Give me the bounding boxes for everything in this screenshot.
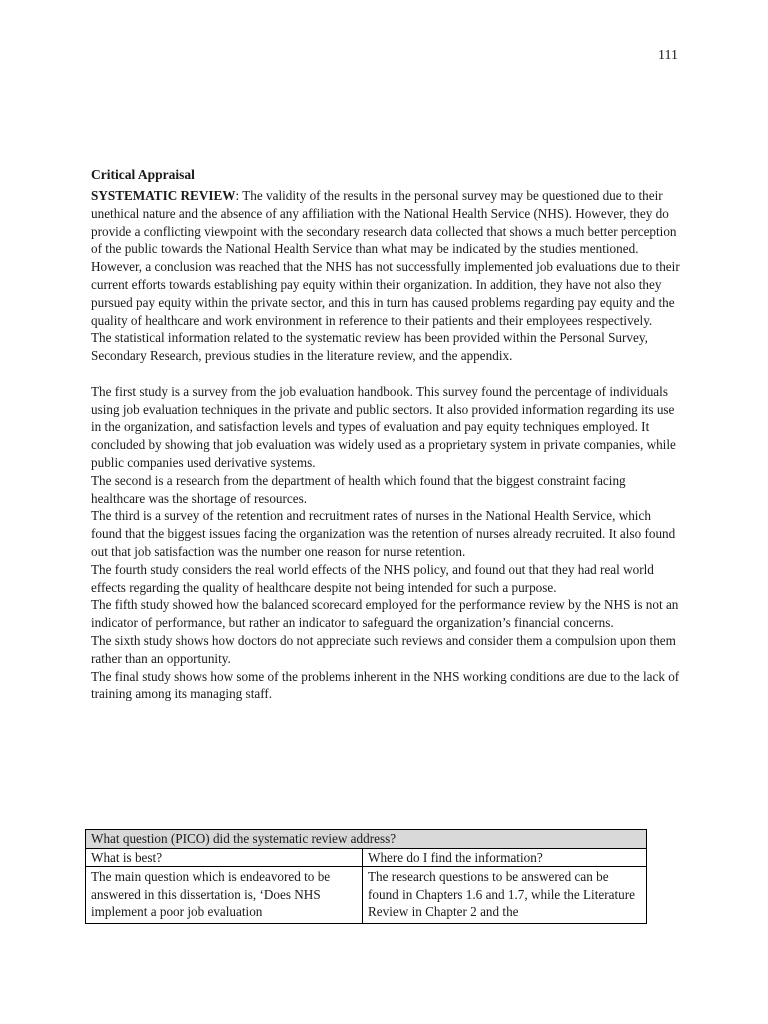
- study-paragraph-3: The third is a survey of the retention and recruitment rates of nurses in the National Health Service, which found that the biggest issues facing the organization was the retention of nurses already recruited. It also found out that job satisfaction was the number one reason for nurse retention.: [91, 508, 676, 559]
- table-row: [86, 848, 647, 867]
- study-paragraph-1: The first study is a survey from the job evaluation handbook. This survey found the percentage of individuals using job evaluation techniques in the private and public sectors. It also provided information regarding its use in the organization, and satisfaction levels and types of evaluation and pay equity techniques employed. It concluded by showing that job evaluation was widely used as a proprietary system in private companies, while public companies used derivative systems.: [91, 383, 676, 470]
- column-1-text: The main question which is endeavored to be answered in this dissertation is, ‘Does NHS implement a poor job evaluation: [91, 869, 331, 919]
- review-lead-label: SYSTEMATIC REVIEW: [91, 188, 236, 203]
- column-2-cell: [363, 867, 647, 924]
- table-row: [86, 867, 647, 924]
- section-heading: Critical Appraisal: [91, 167, 195, 182]
- page-number: 111: [658, 48, 678, 63]
- study-paragraph-4: The fourth study considers the real world effects of the NHS policy, and found out that they had real world effects regarding the quality of healthcare despite not being intended for such a purpose.: [91, 561, 654, 595]
- review-paragraph-1-text: : The validity of the results in the personal survey may be questioned due to their unethical nature and the absence of any affiliation with the National Health Service (NHS). However, they do provide a conflicting viewpoint with the secondary research data collected that shows a much better perception of the public towards the National Health Service than what may be indicated by the studies mentioned. However, a conclusion was reached that the NHS has not successfully implemented job evaluations due to their current efforts towards establishing pay equity within their organization. In addition, they have not also they pursued pay equity within the private sector, and this in turn has caused problems regarding pay equity and the quality of healthcare and work environment in reference to their patients and their employees respectively.: [91, 188, 680, 328]
- column-2-text: The research questions to be answered can be found in Chapters 1.6 and 1.7, while the Literature Review in Chapter 2 and the: [368, 869, 635, 919]
- study-paragraph-6: The sixth study shows how doctors do not appreciate such reviews and consider them a compulsion upon them rather than an opportunity.: [91, 632, 676, 666]
- paragraph-spacer: [91, 365, 681, 383]
- body-text: [91, 187, 681, 703]
- study-paragraph-5: The fifth study showed how the balanced scorecard employed for the performance review by the NHS is not an indicator of performance, but rather an indicator to safeguard the organization’s financial concerns.: [91, 597, 679, 631]
- column-1-cell: [86, 867, 363, 924]
- study-paragraph-7: The final study shows how some of the problems inherent in the NHS working conditions are due to the lack of training among its managing staff.: [91, 668, 680, 702]
- review-paragraph-2: The statistical information related to the systematic review has been provided within the Personal Survey, Secondary Research, previous studies in the literature review, and the appendix.: [91, 330, 648, 364]
- column-1-heading: What is best?: [86, 848, 363, 867]
- study-paragraph-2: The second is a research from the department of health which found that the biggest constraint facing healthcare was the shortage of resources.: [91, 472, 626, 506]
- column-2-heading: Where do I find the information?: [363, 848, 647, 867]
- table-header-row: [86, 830, 647, 849]
- pico-table: [85, 829, 647, 924]
- review-paragraph-1: [91, 187, 681, 329]
- table-header-cell: What question (PICO) did the systematic review address?: [86, 830, 647, 849]
